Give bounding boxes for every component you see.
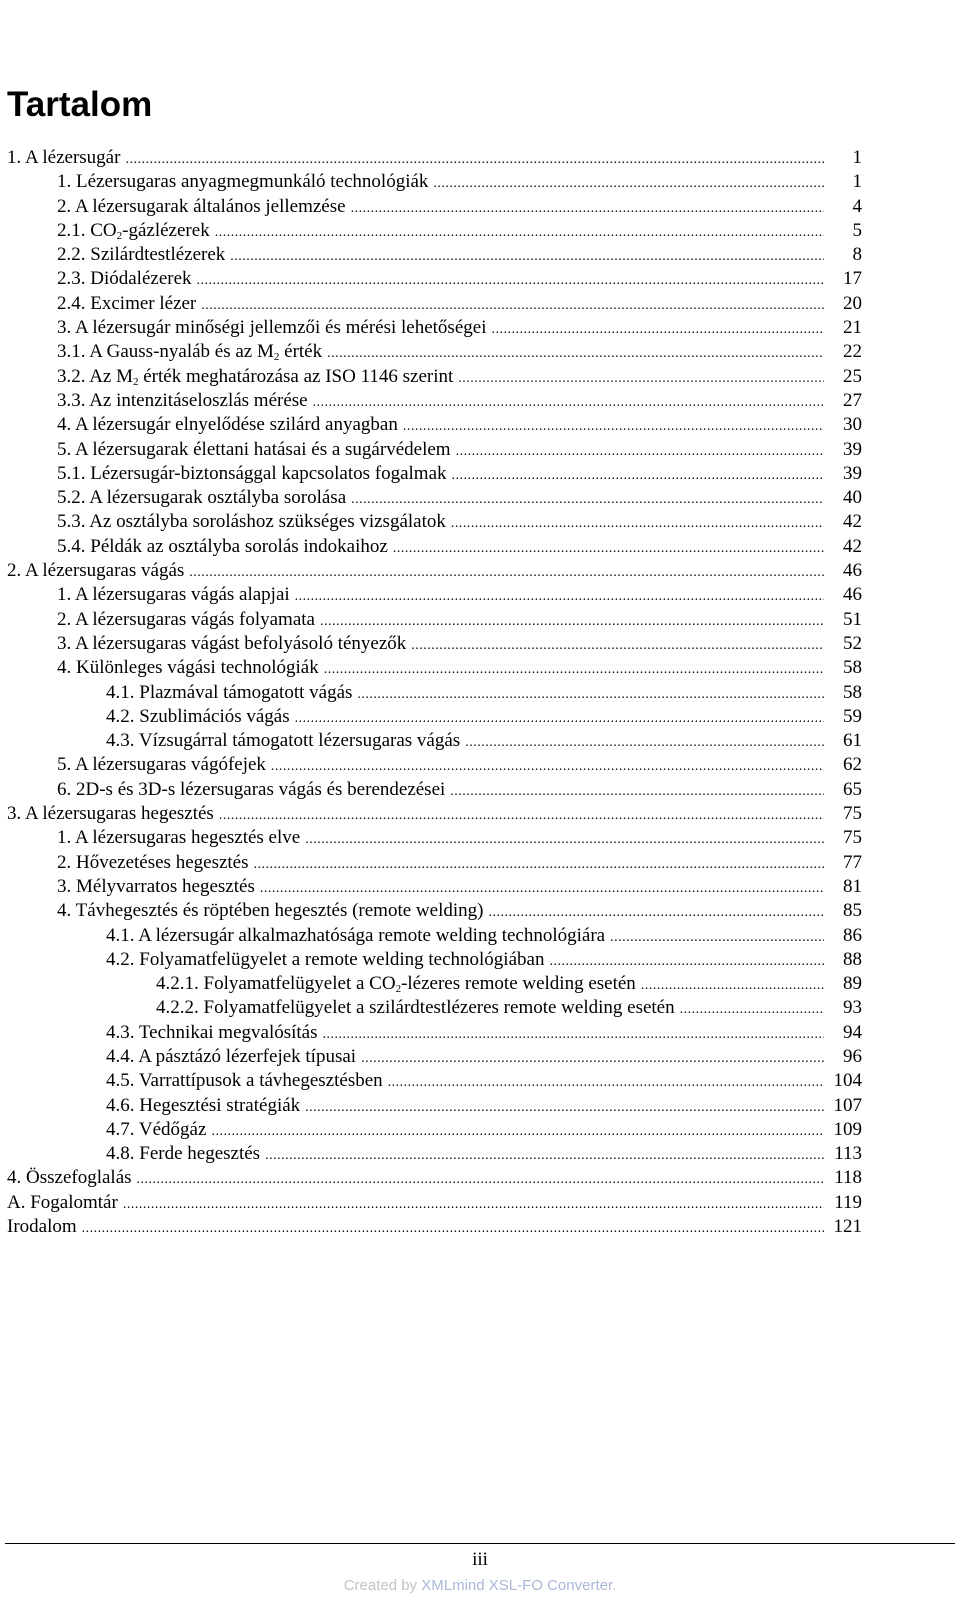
toc-entry-page-number: 25 xyxy=(843,365,862,387)
subscript-text: 2 xyxy=(133,375,139,388)
dot-leader xyxy=(433,172,824,196)
toc-entry[interactable] xyxy=(7,559,862,583)
toc-entry[interactable] xyxy=(7,146,862,170)
toc-entry[interactable] xyxy=(7,851,862,875)
toc-entry-title: 5.4. Példák az osztályba sorolás indokaihoz xyxy=(57,535,388,557)
toc-entry[interactable] xyxy=(7,1118,862,1142)
toc-entry[interactable] xyxy=(7,195,862,219)
dot-leader xyxy=(452,464,824,488)
toc-entry-title: 4.2.2. Folyamatfelügyelet a szilárdtestlézeres remote welding esetén xyxy=(156,997,675,1019)
toc-entry-title-part: 3.1. A Gauss-nyaláb és az M xyxy=(57,341,274,363)
toc-entry-page-number: 5 xyxy=(852,219,862,241)
toc-entry-title: 1. A lézersugár xyxy=(7,147,121,168)
toc-entry-page-number: 8 xyxy=(852,244,862,266)
toc-entry-page-number: 39 xyxy=(843,462,862,484)
toc-entry-page-number: 42 xyxy=(843,535,862,557)
toc-entry-title: 2. A lézersugaras vágás xyxy=(7,560,185,582)
toc-entry-title xyxy=(57,340,322,364)
toc-entry-title: 4.3. Vízsugárral támogatott lézersugaras vágás xyxy=(106,730,461,752)
toc-entry-page-number: 51 xyxy=(843,608,862,630)
dot-leader xyxy=(403,415,824,439)
toc-entry-title: 4.2. Szublimációs vágás xyxy=(106,705,290,727)
toc-entry-page-number: 42 xyxy=(843,511,862,533)
subscript-text: 2 xyxy=(116,229,123,242)
toc-entry-title: 4. A lézersugár elnyelődése szilárd anyagban xyxy=(57,414,398,436)
toc-entry-page-number: 88 xyxy=(843,948,862,970)
toc-entry[interactable] xyxy=(7,729,862,753)
toc-entry-title: 4. Különleges vágási technológiák xyxy=(57,657,319,679)
toc-entry[interactable] xyxy=(7,510,862,534)
toc-entry-page-number: 65 xyxy=(843,778,862,800)
dot-leader xyxy=(271,755,824,779)
toc-entry[interactable] xyxy=(7,996,862,1020)
toc-entry-title: 1. A lézersugaras hegesztés elve xyxy=(57,827,301,849)
table-of-contents xyxy=(7,146,862,1239)
dot-leader xyxy=(549,950,824,974)
dot-leader xyxy=(641,974,824,998)
toc-entry-title-part: érték meghatározása az ISO 1146 szerint xyxy=(138,365,454,387)
toc-entry[interactable] xyxy=(7,365,862,389)
toc-entry-title: 1. Lézersugaras anyagmegmunkáló technológiák xyxy=(57,171,429,193)
toc-entry[interactable] xyxy=(7,753,862,777)
dot-leader xyxy=(201,294,824,318)
toc-entry-title-part: 3.2. Az M xyxy=(57,365,133,387)
toc-entry-page-number: 1 xyxy=(852,171,862,193)
dot-leader xyxy=(219,804,824,828)
toc-entry-title xyxy=(57,365,453,389)
toc-entry-page-number: 119 xyxy=(834,1191,862,1213)
footer-divider xyxy=(5,1543,955,1544)
dot-leader xyxy=(323,1023,825,1047)
toc-entry-page-number: 118 xyxy=(834,1167,862,1189)
toc-entry-page-number: 75 xyxy=(843,827,862,849)
toc-entry[interactable] xyxy=(7,826,862,850)
dot-leader xyxy=(230,245,824,269)
toc-entry[interactable] xyxy=(7,1142,862,1166)
toc-entry-title: 2. Hővezetéses hegesztés xyxy=(57,851,249,873)
toc-entry-page-number: 22 xyxy=(843,341,862,363)
toc-entry[interactable] xyxy=(7,656,862,680)
dot-leader xyxy=(123,1193,824,1217)
toc-entry-page-number: 59 xyxy=(843,705,862,727)
toc-entry[interactable] xyxy=(7,243,862,267)
dot-leader xyxy=(189,561,824,585)
subscript-text: 2 xyxy=(395,983,402,996)
toc-entry-title: 2. A lézersugaras vágás folyamata xyxy=(57,608,315,630)
toc-entry[interactable] xyxy=(7,340,862,364)
toc-entry-title: 5. A lézersugaras vágófejek xyxy=(57,754,266,776)
toc-entry[interactable] xyxy=(7,681,862,705)
toc-entry[interactable] xyxy=(7,389,862,413)
footer-page-number: iii xyxy=(472,1549,488,1570)
toc-entry[interactable] xyxy=(7,899,862,923)
dot-leader xyxy=(351,488,824,512)
toc-entry-page-number: 20 xyxy=(843,292,862,314)
toc-entry-page-number: 107 xyxy=(833,1094,862,1116)
dot-leader xyxy=(388,1071,824,1095)
dot-leader xyxy=(456,440,824,464)
toc-entry[interactable] xyxy=(7,1191,862,1215)
toc-entry[interactable] xyxy=(7,972,862,996)
toc-entry-page-number: 61 xyxy=(843,730,862,752)
dot-leader xyxy=(327,342,824,366)
toc-entry-title: 4.2. Folyamatfelügyelet a remote welding technológiában xyxy=(106,948,545,970)
toc-entry-page-number: 46 xyxy=(843,560,862,582)
toc-entry[interactable] xyxy=(7,632,862,656)
toc-entry-page-number: 93 xyxy=(843,997,862,1019)
toc-entry-title: 4.3. Technikai megvalósítás xyxy=(106,1021,318,1043)
toc-entry-title: 3. A lézersugár minőségi jellemzői és mérési lehetőségei xyxy=(57,317,487,339)
toc-entry-title: 5.3. Az osztályba soroláshoz szükséges vizsgálatok xyxy=(57,511,446,533)
toc-entry-title: 4.4. A pásztázó lézerfejek típusai xyxy=(106,1045,357,1067)
dot-leader xyxy=(488,901,824,925)
toc-entry-page-number: 75 xyxy=(843,803,862,825)
toc-entry-page-number: 85 xyxy=(843,900,862,922)
toc-entry[interactable] xyxy=(7,170,862,194)
dot-leader xyxy=(491,318,824,342)
toc-entry-page-number: 86 xyxy=(843,924,862,946)
toc-entry[interactable] xyxy=(7,583,862,607)
toc-entry-title: Irodalom xyxy=(7,1216,77,1238)
toc-entry[interactable] xyxy=(7,1215,862,1239)
toc-entry[interactable] xyxy=(7,1021,862,1045)
toc-entry-title: 3. A lézersugaras hegesztés xyxy=(7,803,214,825)
dot-leader xyxy=(411,634,824,658)
toc-entry-title xyxy=(57,219,210,243)
toc-entry-title-part: -gázlézerek xyxy=(122,219,210,241)
toc-entry[interactable] xyxy=(7,948,862,972)
dot-leader xyxy=(295,707,824,731)
toc-entry[interactable] xyxy=(7,802,862,826)
toc-entry-page-number: 58 xyxy=(843,681,862,703)
dot-leader xyxy=(450,780,824,804)
toc-entry[interactable] xyxy=(7,267,862,291)
toc-entry-title: 4.7. Védőgáz xyxy=(106,1118,207,1140)
dot-leader xyxy=(215,221,824,245)
page-title: Tartalom xyxy=(7,85,153,124)
dot-leader xyxy=(265,1144,824,1168)
generator-credit xyxy=(0,1576,960,1596)
toc-entry-title-part: -lézeres remote welding esetén xyxy=(401,973,636,995)
dot-leader xyxy=(82,1217,824,1241)
dot-leader xyxy=(324,658,824,682)
toc-entry-page-number: 40 xyxy=(843,487,862,509)
toc-entry[interactable] xyxy=(7,1045,862,1069)
toc-entry-title: 3. A lézersugaras vágást befolyásoló tényezők xyxy=(57,632,407,654)
toc-entry[interactable] xyxy=(7,462,862,486)
dot-leader xyxy=(137,1168,824,1192)
toc-entry-page-number: 1 xyxy=(852,147,862,168)
toc-entry-page-number: 46 xyxy=(843,584,862,606)
dot-leader xyxy=(211,1120,824,1144)
toc-entry-title: 2. A lézersugarak általános jellemzése xyxy=(57,195,346,217)
toc-entry[interactable] xyxy=(7,1069,862,1093)
toc-entry-title: 3.3. Az intenzitáseloszlás mérése xyxy=(57,389,308,411)
dot-leader xyxy=(680,998,824,1022)
toc-entry-title: A. Fogalomtár xyxy=(7,1191,118,1213)
dot-leader xyxy=(351,197,824,221)
toc-entry-page-number: 96 xyxy=(843,1045,862,1067)
dot-leader xyxy=(393,537,824,561)
toc-entry[interactable] xyxy=(7,438,862,462)
toc-entry-title: 1. A lézersugaras vágás alapjai xyxy=(57,584,290,606)
toc-entry-page-number: 104 xyxy=(833,1070,862,1092)
dot-leader xyxy=(313,391,824,415)
toc-entry-page-number: 27 xyxy=(843,389,862,411)
toc-entry-page-number: 94 xyxy=(843,1021,862,1043)
toc-entry-title: 4.1. Plazmával támogatott vágás xyxy=(106,681,353,703)
toc-entry-page-number: 58 xyxy=(843,657,862,679)
toc-entry-title: 5.2. A lézersugarak osztályba sorolása xyxy=(57,487,347,509)
toc-entry-page-number: 109 xyxy=(833,1118,862,1140)
toc-entry-page-number: 121 xyxy=(833,1216,862,1238)
toc-entry[interactable] xyxy=(7,705,862,729)
toc-entry-page-number: 52 xyxy=(843,632,862,654)
toc-entry[interactable] xyxy=(7,535,862,559)
toc-entry-title-part: 4.2.1. Folyamatfelügyelet a CO xyxy=(156,973,396,995)
toc-entry-title: 2.2. Szilárdtestlézerek xyxy=(57,244,226,266)
toc-entry-title: 4.6. Hegesztési stratégiák xyxy=(106,1094,301,1116)
dot-leader xyxy=(125,148,824,172)
dot-leader xyxy=(305,1096,824,1120)
toc-entry-title: 4.8. Ferde hegesztés xyxy=(106,1143,261,1165)
toc-entry-title: 4. Távhegesztés és röptében hegesztés (remote welding) xyxy=(57,900,484,922)
credit-prefix: Created by xyxy=(343,1577,422,1594)
toc-entry-title: 6. 2D-s és 3D-s lézersugaras vágás és berendezései xyxy=(57,778,446,800)
credit-suffix: . xyxy=(612,1577,617,1594)
toc-entry-title: 5. A lézersugarak élettani hatásai és a sugárvédelem xyxy=(57,438,451,460)
toc-entry-title xyxy=(156,972,636,996)
dot-leader xyxy=(610,926,824,950)
toc-entry-title-part: érték xyxy=(279,341,323,363)
toc-entry[interactable] xyxy=(7,924,862,948)
toc-entry[interactable] xyxy=(7,875,862,899)
dot-leader xyxy=(320,610,824,634)
dot-leader xyxy=(465,731,824,755)
toc-entry[interactable] xyxy=(7,1166,862,1190)
toc-entry-title: 4.1. A lézersugár alkalmazhatósága remote welding technológiára xyxy=(106,924,606,946)
toc-entry[interactable] xyxy=(7,316,862,340)
toc-entry-page-number: 113 xyxy=(834,1143,862,1165)
toc-entry-page-number: 77 xyxy=(843,851,862,873)
toc-entry-title: 3. Mélyvarratos hegesztés xyxy=(57,875,255,897)
toc-entry-page-number: 4 xyxy=(852,195,862,217)
subscript-text: 2 xyxy=(273,351,280,364)
dot-leader xyxy=(197,269,824,293)
toc-entry-title: 5.1. Lézersugár-biztonsággal kapcsolatos fogalmak xyxy=(57,462,447,484)
toc-entry[interactable] xyxy=(7,778,862,802)
toc-entry[interactable] xyxy=(7,292,862,316)
toc-entry[interactable] xyxy=(7,219,862,243)
toc-entry-page-number: 89 xyxy=(843,973,862,995)
toc-entry-page-number: 62 xyxy=(843,754,862,776)
dot-leader xyxy=(361,1047,824,1071)
toc-entry-page-number: 17 xyxy=(843,268,862,290)
toc-entry-title: 2.4. Excimer lézer xyxy=(57,292,197,314)
toc-entry-page-number: 21 xyxy=(843,317,862,339)
toc-entry-title: 4. Összefoglalás xyxy=(7,1167,132,1189)
toc-entry-title-part: 2.1. CO xyxy=(57,219,117,241)
credit-link[interactable]: XMLmind XSL-FO Converter xyxy=(421,1577,613,1594)
toc-entry[interactable] xyxy=(7,1094,862,1118)
toc-entry-title: 2.3. Diódalézerek xyxy=(57,268,192,290)
dot-leader xyxy=(260,877,824,901)
toc-entry-page-number: 81 xyxy=(843,875,862,897)
toc-entry[interactable] xyxy=(7,486,862,510)
toc-entry-page-number: 30 xyxy=(843,414,862,436)
toc-entry-page-number: 39 xyxy=(843,438,862,460)
toc-entry-title: 4.5. Varrattípusok a távhegesztésben xyxy=(106,1070,383,1092)
dot-leader xyxy=(357,683,824,707)
dot-leader xyxy=(451,512,824,536)
dot-leader xyxy=(254,853,824,877)
dot-leader xyxy=(295,585,824,609)
toc-entry[interactable] xyxy=(7,413,862,437)
toc-entry[interactable] xyxy=(7,608,862,632)
dot-leader xyxy=(458,367,824,391)
dot-leader xyxy=(305,828,824,852)
